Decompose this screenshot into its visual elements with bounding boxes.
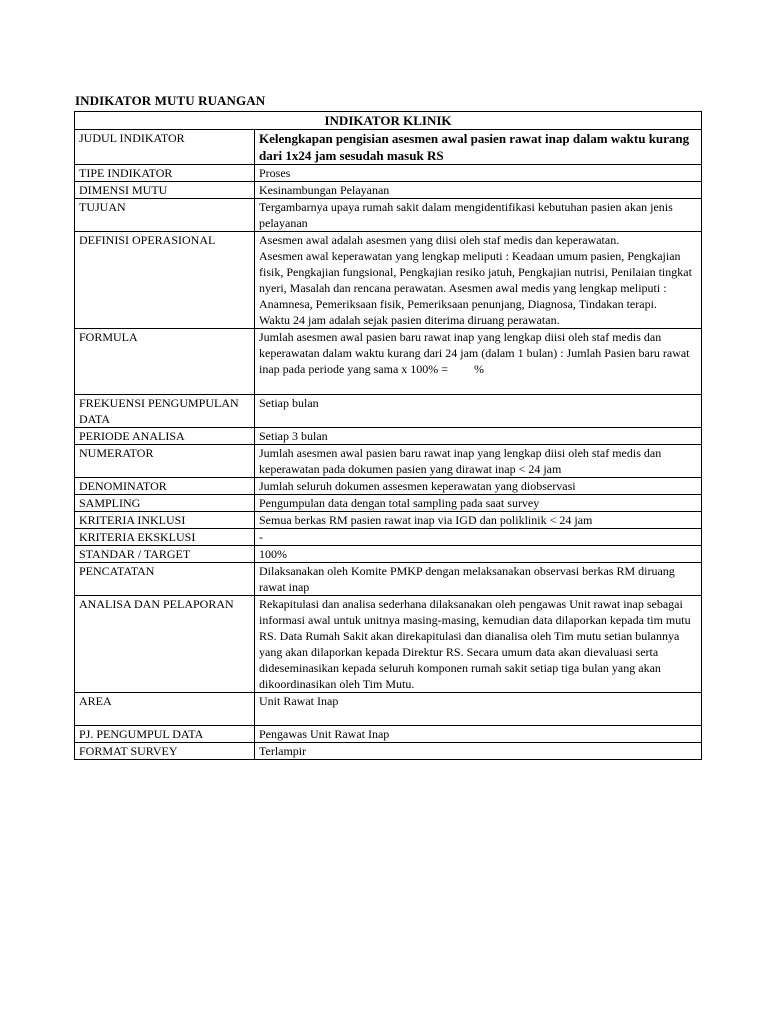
label-denominator: DENOMINATOR [75, 478, 255, 495]
value-pj-pengumpul-data: Pengawas Unit Rawat Inap [255, 726, 702, 743]
row-area [75, 693, 702, 726]
label-numerator: NUMERATOR [75, 445, 255, 478]
row-denominator [75, 478, 702, 495]
value-analisa-pelaporan: Rekapitulasi dan analisa sederhana dilaksanakan oleh pengawas Unit rawat inap sebagai informasi awal untuk unitnya masing-masing, kemudian data dilaporkan kepada tim mutu RS. Data Rumah Sakit akan direkapitulasi dan dianalisa oleh Tim mutu setian bulannya yang akan dilaporkan kepada Direktur RS. Secara umum data akan dievaluasi serta dideseminasikan kepada seluruh komponen rumah sakit setiap tiga bulan yang akan dikoordinasikan oleh Tim Mutu. [255, 596, 702, 693]
row-tujuan [75, 199, 702, 232]
value-format-survey: Terlampir [255, 743, 702, 760]
row-format-survey [75, 743, 702, 760]
label-tujuan: TUJUAN [75, 199, 255, 232]
row-numerator [75, 445, 702, 478]
label-dimensi-mutu: DIMENSI MUTU [75, 182, 255, 199]
value-kriteria-eksklusi: - [255, 529, 702, 546]
table-header: INDIKATOR KLINIK [75, 112, 702, 130]
indicator-table [74, 111, 702, 760]
label-kriteria-eksklusi: KRITERIA EKSKLUSI [75, 529, 255, 546]
row-pj-pengumpul-data [75, 726, 702, 743]
value-dimensi-mutu: Kesinambungan Pelayanan [255, 182, 702, 199]
value-judul-indikator: Kelengkapan pengisian asesmen awal pasien rawat inap dalam waktu kurang dari 1x24 jam sesudah masuk RS [255, 130, 702, 165]
label-tipe-indikator: TIPE INDIKATOR [75, 165, 255, 182]
row-analisa-pelaporan [75, 596, 702, 693]
definisi-line-1: Asesmen awal adalah asesmen yang diisi oleh staf medis dan keperawatan. [259, 233, 620, 247]
label-analisa-pelaporan: ANALISA DAN PELAPORAN [75, 596, 255, 693]
value-kriteria-inklusi: Semua berkas RM pasien rawat inap via IGD dan poliklinik < 24 jam [255, 512, 702, 529]
table-header-row [75, 112, 702, 130]
row-standar-target [75, 546, 702, 563]
row-frekuensi [75, 395, 702, 428]
label-pencatatan: PENCATATAN [75, 563, 255, 596]
value-periode-analisa: Setiap 3 bulan [255, 428, 702, 445]
row-kriteria-inklusi [75, 512, 702, 529]
page-heading: INDIKATOR MUTU RUANGAN [75, 93, 266, 108]
label-judul-indikator: JUDUL INDIKATOR [75, 130, 255, 165]
label-formula: FORMULA [75, 329, 255, 395]
row-pencatatan [75, 563, 702, 596]
value-denominator: Jumlah seluruh dokumen assesmen keperawatan yang diobservasi [255, 478, 702, 495]
value-definisi-operasional [255, 232, 702, 329]
formula-percent: % [474, 362, 485, 376]
row-tipe-indikator [75, 165, 702, 182]
label-definisi-operasional: DEFINISI OPERASIONAL [75, 232, 255, 329]
row-definisi-operasional [75, 232, 702, 329]
value-formula [255, 329, 702, 395]
definisi-line-3: Waktu 24 jam adalah sejak pasien diterima diruang perawatan. [259, 313, 560, 327]
label-periode-analisa: PERIODE ANALISA [75, 428, 255, 445]
label-sampling: SAMPLING [75, 495, 255, 512]
label-kriteria-inklusi: KRITERIA INKLUSI [75, 512, 255, 529]
row-formula [75, 329, 702, 395]
label-frekuensi: FREKUENSI PENGUMPULAN DATA [75, 395, 255, 428]
row-periode-analisa [75, 428, 702, 445]
value-numerator: Jumlah asesmen awal pasien baru rawat inap yang lengkap diisi oleh staf medis dan keperawatan pada dokumen pasien yang dirawat inap < 24 jam [255, 445, 702, 478]
row-kriteria-eksklusi [75, 529, 702, 546]
label-area: AREA [75, 693, 255, 726]
value-standar-target: 100% [255, 546, 702, 563]
value-pencatatan: Dilaksanakan oleh Komite PMKP dengan melaksanakan observasi berkas RM diruang rawat inap [255, 563, 702, 596]
value-sampling: Pengumpulan data dengan total sampling pada saat survey [255, 495, 702, 512]
row-sampling [75, 495, 702, 512]
row-dimensi-mutu [75, 182, 702, 199]
label-pj-pengumpul-data: PJ. PENGUMPUL DATA [75, 726, 255, 743]
value-frekuensi: Setiap bulan [255, 395, 702, 428]
label-standar-target: STANDAR / TARGET [75, 546, 255, 563]
formula-text: Jumlah asesmen awal pasien baru rawat inap yang lengkap diisi oleh staf medis dan keperawatan dalam waktu kurang dari 24 jam (dalam 1 bulan) : Jumlah Pasien baru rawat inap pada periode yang sama x 100% = [259, 330, 690, 376]
definisi-line-2: Asesmen awal keperawatan yang lengkap meliputi : Keadaan umum pasien, Pengkajian fisik, Pengkajian fungsional, Pengkajian resiko jatuh, Pengkajian nutrisi, Penilaian tingkat nyeri, Masalah dan rencana perawatan. Asesmen awal medis yang lengkap meliputi : Anamnesa, Pemeriksaan fisik, Pemeriksaan penunjang, Diagnosa, Tindakan terapi. [259, 249, 692, 311]
value-tujuan: Tergambarnya upaya rumah sakit dalam mengidentifikasi kebutuhan pasien akan jenis pelayanan [255, 199, 702, 232]
row-judul-indikator [75, 130, 702, 165]
value-area: Unit Rawat Inap [255, 693, 702, 726]
label-format-survey: FORMAT SURVEY [75, 743, 255, 760]
value-tipe-indikator: Proses [255, 165, 702, 182]
